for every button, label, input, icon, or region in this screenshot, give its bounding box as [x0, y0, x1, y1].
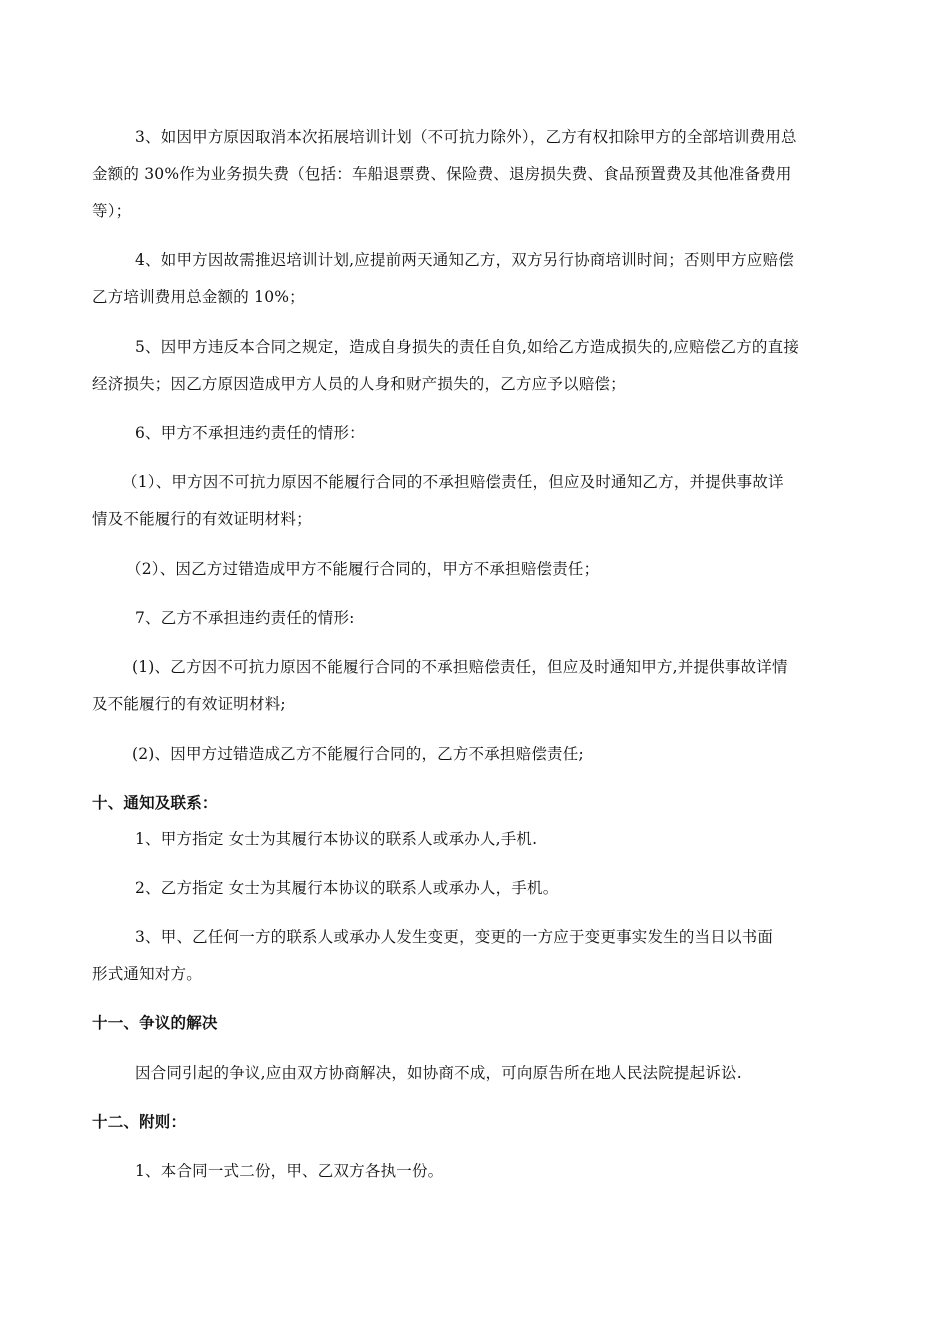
clause-9-item-3-line-3: 等）； — [92, 202, 132, 220]
clause-9-item-6-sub-1-line-2: 情及不能履行的有效证明材料； — [92, 510, 312, 528]
clause-9-item-6-sub-2: （2）、因乙方过错造成甲方不能履行合同的，甲方不承担赔偿责任； — [126, 560, 600, 578]
clause-12-heading: 十二、附则： — [92, 1113, 187, 1131]
clause-11-text: 因合同引起的争议,应由双方协商解决，如协商不成，可向原告所在地人民法院提起诉讼. — [135, 1064, 742, 1082]
clause-9-item-7-sub-1-line-1: (1)、乙方因不可抗力原因不能履行合同的不承担赔偿责任，但应及时通知甲方,并提供事故详情 — [132, 658, 788, 676]
clause-10-heading: 十、通知及联系： — [92, 794, 218, 812]
clause-9-item-5-line-2: 经济损失；因乙方原因造成甲方人员的人身和财产损失的，乙方应予以赔偿； — [92, 375, 626, 393]
clause-10-item-1: 1、甲方指定 女士为其履行本协议的联系人或承办人,手机. — [135, 830, 538, 848]
clause-9-item-7-sub-2: (2)、因甲方过错造成乙方不能履行合同的，乙方不承担赔偿责任; — [132, 745, 584, 763]
clause-9-item-4-line-2: 乙方培训费用总金额的 10%； — [92, 288, 305, 306]
clause-9-item-7-sub-1-line-2: 及不能履行的有效证明材料; — [92, 695, 286, 713]
clause-9-item-3-line-1: 3、如因甲方原因取消本次拓展培训计划（不可抗力除外），乙方有权扣除甲方的全部培训费用总 — [135, 128, 797, 146]
clause-12-item-1: 1、本合同一式二份，甲、乙双方各执一份。 — [135, 1162, 444, 1180]
clause-10-item-3-line-1: 3、甲、乙任何一方的联系人或承办人发生变更，变更的一方应于变更事实发生的当日以书面 — [135, 928, 774, 946]
clause-9-item-4-line-1: 4、如甲方因故需推迟培训计划,应提前两天通知乙方，双方另行协商培训时间；否则甲方应赔偿 — [135, 251, 794, 269]
clause-11-heading: 十一、争议的解决 — [92, 1014, 218, 1032]
clause-9-item-6-title: 6、甲方不承担违约责任的情形： — [135, 424, 365, 442]
clause-10-item-2: 2、乙方指定 女士为其履行本协议的联系人或承办人，手机。 — [135, 879, 559, 897]
clause-9-item-6-sub-1-line-1: （1）、甲方因不可抗力原因不能履行合同的不承担赔偿责任，但应及时通知乙方，并提供事故详 — [122, 473, 784, 491]
clause-9-item-5-line-1: 5、因甲方违反本合同之规定，造成自身损失的责任自负,如给乙方造成损失的,应赔偿乙方的直接 — [135, 338, 800, 356]
clause-10-item-3-line-2: 形式通知对方。 — [92, 965, 202, 983]
clause-9-item-3-line-2: 金额的 30%作为业务损失费（包括：车船退票费、保险费、退房损失费、食品预置费及其他准备费用 — [92, 165, 792, 183]
clause-9-item-7-title: 7、乙方不承担违约责任的情形: — [135, 609, 355, 627]
